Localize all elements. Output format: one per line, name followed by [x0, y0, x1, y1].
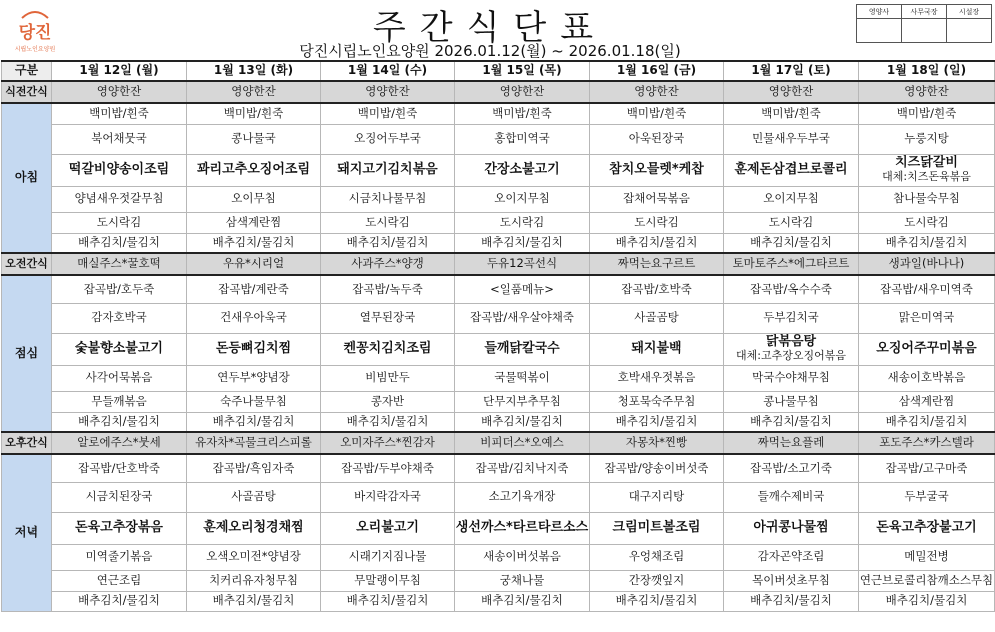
- approval-label: 시설장: [947, 5, 992, 19]
- lunch-item: 배추김치/물김치: [187, 412, 321, 432]
- am-snack-label: 오전간식: [2, 253, 52, 275]
- breakfast-item: 백미밥/흰죽: [859, 103, 995, 124]
- lunch-item: 사각어묵볶음: [52, 365, 187, 391]
- dinner-row: [2, 482, 995, 512]
- dinner-main-dish: 아귀콩나물찜: [753, 519, 829, 535]
- dinner-item: 잡곡밥/소고기죽: [724, 454, 859, 482]
- dinner-item: 잡곡밥/단호박죽: [52, 454, 187, 482]
- lunch-item: 연두부*양념장: [187, 365, 321, 391]
- breakfast-main-dish: 돼지고기김치볶음: [337, 161, 438, 177]
- lunch-item: 배추김치/물김치: [52, 412, 187, 432]
- breakfast-item: 배추김치/물김치: [724, 233, 859, 253]
- day-header: 1월 14일 (수): [321, 61, 455, 81]
- am-snack-item: 사과주스*양갱: [321, 253, 455, 275]
- lunch-item: 배추김치/물김치: [859, 412, 995, 432]
- dinner-item: 연근브로콜리참깨소스무침: [859, 570, 995, 591]
- dinner-item: 오색오미전*양념장: [187, 544, 321, 570]
- breakfast-item: 도시락김: [321, 212, 455, 233]
- lunch-item: 배추김치/물김치: [590, 412, 724, 432]
- breakfast-item: 아욱된장국: [590, 124, 724, 154]
- dinner-item: [187, 512, 321, 544]
- lunch-main-dish: 숯불향소불고기: [75, 340, 163, 356]
- day-header: 1월 17일 (토): [724, 61, 859, 81]
- breakfast-item: 배추김치/물김치: [455, 233, 590, 253]
- lunch-main-dish: 켄꽁치김치조림: [343, 340, 432, 356]
- breakfast-main-dish: 꽈리고추오징어조림: [196, 161, 311, 177]
- breakfast-item: 도시락김: [590, 212, 724, 233]
- breakfast-row: [2, 186, 995, 212]
- lunch-item: 호박새우젓볶음: [590, 365, 724, 391]
- lunch-item: 단무지부추무침: [455, 391, 590, 412]
- lunch-item: [52, 333, 187, 365]
- lunch-item: 콩나물무침: [724, 391, 859, 412]
- logo-text: 당진: [18, 23, 52, 43]
- approval-sign-cell: [947, 19, 992, 43]
- lunch-item: 잡곡밥/새우미역죽: [859, 275, 995, 303]
- dinner-row: [2, 512, 995, 544]
- lunch-row: [2, 303, 995, 333]
- dinner-main-dish: 오리불고기: [356, 519, 419, 535]
- dinner-item: 시금치된장국: [52, 482, 187, 512]
- dinner-main-dish: 돈육고추장볶음: [75, 519, 163, 535]
- lunch-main-dish: 들깨닭칼국수: [484, 340, 560, 356]
- breakfast-item: 홍합미역국: [455, 124, 590, 154]
- dinner-item: 연근조림: [52, 570, 187, 591]
- breakfast-item: 배추김치/물김치: [859, 233, 995, 253]
- dinner-item: 배추김치/물김치: [187, 591, 321, 611]
- lunch-item: 청포묵숙주무침: [590, 391, 724, 412]
- day-header: 1월 18일 (일): [859, 61, 995, 81]
- dinner-item: 배추김치/물김치: [590, 591, 724, 611]
- dinner-item: 소고기육개장: [455, 482, 590, 512]
- lunch-item: 잡곡밥/호두죽: [52, 275, 187, 303]
- dinner-item: 시래기지짐나물: [321, 544, 455, 570]
- dinner-label: 저녁: [2, 454, 52, 611]
- breakfast-item: 백미밥/흰죽: [724, 103, 859, 124]
- breakfast-item: 오이지무침: [724, 186, 859, 212]
- lunch-item: <일품메뉴>: [455, 275, 590, 303]
- breakfast-item: 오이지무침: [455, 186, 590, 212]
- lunch-item: [590, 333, 724, 365]
- breakfast-row: [2, 103, 995, 124]
- morning-snack-item: 영양한잔: [590, 81, 724, 103]
- morning-snack-item: 영양한잔: [455, 81, 590, 103]
- lunch-main-dish: 닭볶음탕: [765, 334, 817, 350]
- dinner-item: [455, 512, 590, 544]
- dinner-item: 감자곤약조림: [724, 544, 859, 570]
- breakfast-item: 도시락김: [724, 212, 859, 233]
- dinner-item: 우엉채조림: [590, 544, 724, 570]
- breakfast-item: 백미밥/흰죽: [455, 103, 590, 124]
- lunch-item: 맑은미역국: [859, 303, 995, 333]
- dinner-item: 배추김치/물김치: [455, 591, 590, 611]
- breakfast-row: [2, 154, 995, 186]
- breakfast-item: 시금치나물무침: [321, 186, 455, 212]
- lunch-item: 잡곡밥/호박죽: [590, 275, 724, 303]
- lunch-label: 점심: [2, 275, 52, 432]
- header-row: [2, 61, 995, 81]
- lunch-item: [724, 333, 859, 365]
- pm-snack-item: 알로에주스*붓세: [52, 432, 187, 454]
- corner-header: 구분: [2, 61, 52, 81]
- lunch-item: 잡곡밥/새우살야채죽: [455, 303, 590, 333]
- lunch-main-dish: 오징어주꾸미볶음: [876, 340, 977, 356]
- dinner-item: 사골곰탕: [187, 482, 321, 512]
- dinner-item: [724, 512, 859, 544]
- dinner-item: 새송이버섯볶음: [455, 544, 590, 570]
- lunch-item: 잡곡밥/계란죽: [187, 275, 321, 303]
- breakfast-item: 누룽지탕: [859, 124, 995, 154]
- dinner-main-dish: 크림미트볼조림: [612, 519, 701, 535]
- lunch-item: 두부김치국: [724, 303, 859, 333]
- lunch-item: 국물떡볶이: [455, 365, 590, 391]
- lunch-alternative: 대체:고추장오징어볶음: [736, 349, 846, 363]
- breakfast-item: 오이무침: [187, 186, 321, 212]
- dinner-item: 목이버섯초무침: [724, 570, 859, 591]
- lunch-item: 건새우아욱국: [187, 303, 321, 333]
- day-header: 1월 16일 (금): [590, 61, 724, 81]
- lunch-row: [2, 391, 995, 412]
- dinner-row: [2, 454, 995, 482]
- day-header: 1월 12일 (월): [52, 61, 187, 81]
- pm-snack-item: 비피더스*오예스: [455, 432, 590, 454]
- breakfast-item: 오징어두부국: [321, 124, 455, 154]
- breakfast-main-dish: 떡갈비양송이조림: [68, 161, 170, 177]
- lunch-item: [455, 333, 590, 365]
- dinner-item: 잡곡밥/고구마죽: [859, 454, 995, 482]
- breakfast-item: 민물새우두부국: [724, 124, 859, 154]
- breakfast-main-dish: 치즈닭갈비: [895, 155, 958, 171]
- breakfast-item: 콩나물국: [187, 124, 321, 154]
- lunch-row: [2, 365, 995, 391]
- breakfast-item: 배추김치/물김치: [52, 233, 187, 253]
- lunch-item: 비빔만두: [321, 365, 455, 391]
- breakfast-item: [455, 154, 590, 186]
- dinner-item: 메밀전병: [859, 544, 995, 570]
- pm-snack-item: 오미자주스*찐감자: [321, 432, 455, 454]
- dinner-item: 잡곡밥/김치낙지죽: [455, 454, 590, 482]
- lunch-item: 새송이호박볶음: [859, 365, 995, 391]
- lunch-item: 삼색계란찜: [859, 391, 995, 412]
- dinner-item: [859, 512, 995, 544]
- approval-label: 영양사: [857, 5, 902, 19]
- am-snack-item: 우유*시리얼: [187, 253, 321, 275]
- dinner-item: [590, 512, 724, 544]
- breakfast-item: 잡채어묵볶음: [590, 186, 724, 212]
- lunch-main-dish: 돈등뼈김치찜: [215, 340, 292, 356]
- breakfast-item: [52, 154, 187, 186]
- lunch-item: 사골곰탕: [590, 303, 724, 333]
- dinner-main-dish: 생선까스*타르타르소스: [455, 519, 589, 535]
- menu-table: [1, 60, 995, 612]
- breakfast-item: 백미밥/흰죽: [52, 103, 187, 124]
- lunch-item: 배추김치/물김치: [321, 412, 455, 432]
- breakfast-label: 아침: [2, 103, 52, 253]
- day-header: 1월 15일 (목): [455, 61, 590, 81]
- dinner-item: 대구지리탕: [590, 482, 724, 512]
- breakfast-item: [187, 154, 321, 186]
- dinner-row: [2, 570, 995, 591]
- lunch-item: 배추김치/물김치: [724, 412, 859, 432]
- breakfast-item: 삼색계란찜: [187, 212, 321, 233]
- am-snack-item: 생과일(바나나): [859, 253, 995, 275]
- breakfast-item: 양념새우젓갈무침: [52, 186, 187, 212]
- breakfast-item: 북어채뭇국: [52, 124, 187, 154]
- morning-snack-label: 식전간식: [2, 81, 52, 103]
- morning-snack-item: 영양한잔: [724, 81, 859, 103]
- pm-snack-item: 포도주스*카스텔라: [859, 432, 995, 454]
- dinner-item: 두부굴국: [859, 482, 995, 512]
- breakfast-item: [590, 154, 724, 186]
- am-snack-item: 두유12곡선식: [455, 253, 590, 275]
- dinner-main-dish: 훈제오리청경채찜: [203, 519, 304, 535]
- am-snack-row: [2, 253, 995, 275]
- breakfast-item: 참나물숙무침: [859, 186, 995, 212]
- pm-snack-item: 짜먹는요플레: [724, 432, 859, 454]
- pm-snack-row: [2, 432, 995, 454]
- pm-snack-item: 유자차*곡물크리스피롤: [187, 432, 321, 454]
- dinner-main-dish: 돈육고추장불고기: [876, 519, 977, 535]
- lunch-item: 숙주나물무침: [187, 391, 321, 412]
- dinner-item: [321, 512, 455, 544]
- breakfast-row: [2, 233, 995, 253]
- morning-snack-item: 영양한잔: [859, 81, 995, 103]
- lunch-item: [859, 333, 995, 365]
- breakfast-item: 배추김치/물김치: [321, 233, 455, 253]
- lunch-item: 감자호박국: [52, 303, 187, 333]
- breakfast-item: 도시락김: [859, 212, 995, 233]
- breakfast-row: [2, 124, 995, 154]
- breakfast-item: 백미밥/흰죽: [590, 103, 724, 124]
- pm-snack-item: 자몽차*찐빵: [590, 432, 724, 454]
- dinner-item: 바지락감자국: [321, 482, 455, 512]
- dinner-item: 무말랭이무침: [321, 570, 455, 591]
- breakfast-item: 도시락김: [52, 212, 187, 233]
- lunch-item: 무들깨볶음: [52, 391, 187, 412]
- breakfast-item: 배추김치/물김치: [187, 233, 321, 253]
- morning-snack-item: 영양한잔: [187, 81, 321, 103]
- breakfast-item: 배추김치/물김치: [590, 233, 724, 253]
- lunch-item: 배추김치/물김치: [455, 412, 590, 432]
- dinner-item: 미역줄기볶음: [52, 544, 187, 570]
- am-snack-item: 짜먹는요구르트: [590, 253, 724, 275]
- breakfast-item: [724, 154, 859, 186]
- dinner-item: 배추김치/물김치: [859, 591, 995, 611]
- approval-box: [856, 4, 992, 43]
- dinner-item: 들깨수제비국: [724, 482, 859, 512]
- am-snack-item: 매실주스*꿀호떡: [52, 253, 187, 275]
- lunch-row: [2, 275, 995, 303]
- breakfast-item: 도시락김: [455, 212, 590, 233]
- dinner-item: 배추김치/물김치: [321, 591, 455, 611]
- breakfast-row: [2, 212, 995, 233]
- page-subtitle: 당진시립노인요양원 2026.01.12(월) ~ 2026.01.18(일): [299, 42, 681, 60]
- dinner-item: 배추김치/물김치: [52, 591, 187, 611]
- breakfast-item: [321, 154, 455, 186]
- dinner-item: 간장깻잎지: [590, 570, 724, 591]
- breakfast-main-dish: 참치오믈렛*케찹: [609, 161, 704, 177]
- morning-snack-row: [2, 81, 995, 103]
- breakfast-alternative: 대체:치즈돈육볶음: [882, 170, 971, 184]
- day-header: 1월 13일 (화): [187, 61, 321, 81]
- lunch-item: 막국수야채무침: [724, 365, 859, 391]
- lunch-main-dish: 돼지불백: [631, 340, 682, 356]
- dinner-row: [2, 544, 995, 570]
- lunch-item: 열무된장국: [321, 303, 455, 333]
- dinner-item: 치커리유자청무침: [187, 570, 321, 591]
- pm-snack-label: 오후간식: [2, 432, 52, 454]
- breakfast-item: 백미밥/흰죽: [321, 103, 455, 124]
- approval-sign-cell: [902, 19, 947, 43]
- lunch-item: 잡곡밥/옥수수죽: [724, 275, 859, 303]
- dinner-item: 잡곡밥/양송이버섯죽: [590, 454, 724, 482]
- dinner-item: 궁채나물: [455, 570, 590, 591]
- lunch-row: [2, 333, 995, 365]
- page-title: 주간식단표: [372, 8, 608, 48]
- breakfast-main-dish: 훈제돈삼겹브로콜리: [734, 161, 848, 177]
- dinner-item: [52, 512, 187, 544]
- breakfast-item: 백미밥/흰죽: [187, 103, 321, 124]
- approval-sign-cell: [857, 19, 902, 43]
- logo-subtext: 시립노인요양원: [14, 46, 56, 53]
- dinner-row: [2, 591, 995, 611]
- lunch-item: 콩자반: [321, 391, 455, 412]
- breakfast-item: [859, 154, 995, 186]
- am-snack-item: 토마토주스*에그타르트: [724, 253, 859, 275]
- dinner-item: 배추김치/물김치: [724, 591, 859, 611]
- dinner-item: 잡곡밥/두부야채죽: [321, 454, 455, 482]
- lunch-item: 잡곡밥/녹두죽: [321, 275, 455, 303]
- lunch-row: [2, 412, 995, 432]
- breakfast-main-dish: 간장소불고기: [484, 161, 560, 177]
- lunch-item: [187, 333, 321, 365]
- lunch-item: [321, 333, 455, 365]
- approval-label: 사무국장: [902, 5, 947, 19]
- morning-snack-item: 영양한잔: [321, 81, 455, 103]
- dinner-item: 잡곡밥/흑임자죽: [187, 454, 321, 482]
- logo: [6, 6, 64, 54]
- morning-snack-item: 영양한잔: [52, 81, 187, 103]
